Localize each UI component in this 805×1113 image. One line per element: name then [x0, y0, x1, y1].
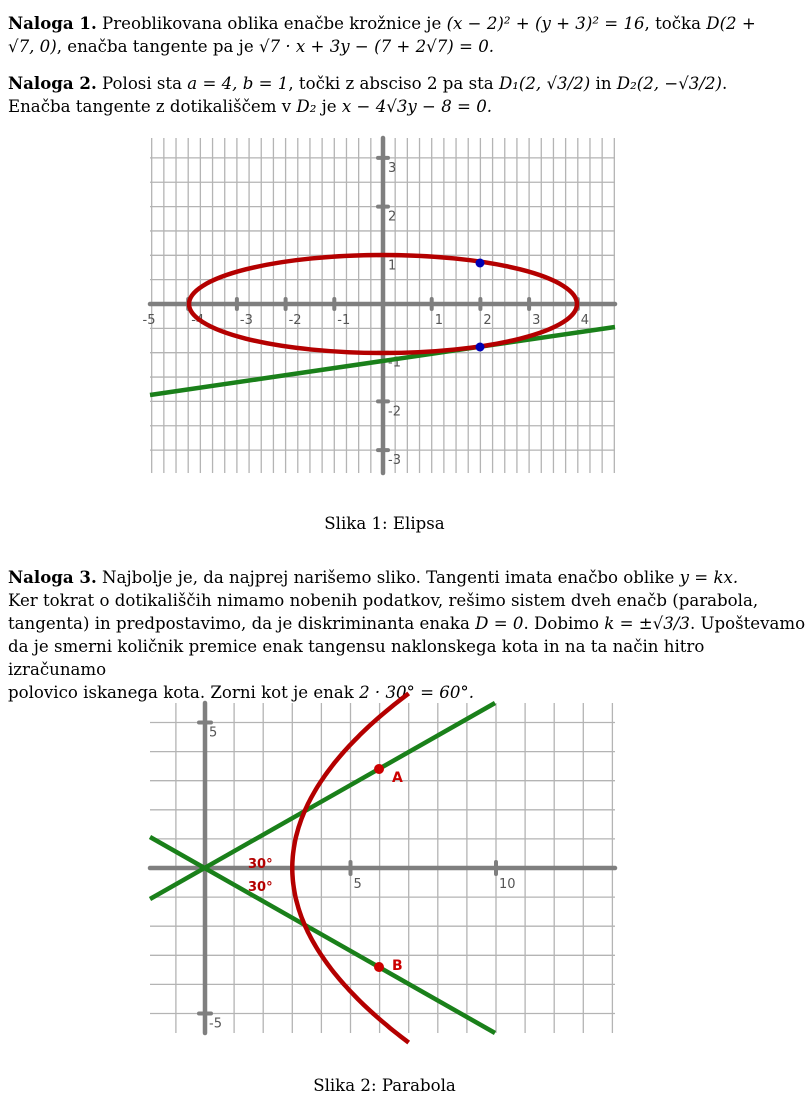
task2-d2: D₂ [296, 97, 317, 116]
task3-title: Naloga 3. [8, 567, 97, 587]
task1-tangent-equation: √7 · x + 3y − (7 + 2√7) = 0. [258, 37, 495, 56]
point-d1 [476, 259, 485, 268]
parabola-figure [150, 703, 615, 1033]
point-a [374, 764, 384, 774]
task3-line-3 [8, 612, 805, 635]
task1-circle-equation: (x − 2)² + (y + 3)² = 16 [446, 14, 645, 33]
y-tick-label: 2 [388, 209, 397, 225]
task3-eq-k: k = ±√3/3 [604, 614, 690, 633]
x-tick-label: 5 [353, 877, 362, 892]
x-tick-label: -3 [239, 313, 253, 328]
task2-text-d: . Enačba tangente z dotikališčem v [8, 74, 728, 116]
x-tick-label: 10 [499, 877, 516, 892]
angle-label-upper: 30° [248, 857, 273, 872]
ellipse-figure [142, 138, 615, 473]
task2-title: Naloga 2. [8, 73, 97, 93]
task3-eq-angle: 2 · 30° = 60°. [359, 683, 474, 702]
angle-label-lower: 30° [248, 880, 273, 895]
task2-point-d2: D₂(2, −√3/2) [616, 74, 722, 93]
y-tick-label: -2 [388, 404, 401, 420]
x-tick-label: -5 [142, 313, 156, 328]
task3-line3c-text: . Upoštevamo [689, 614, 805, 633]
task2-tangent-equation: x − 4√3y − 8 = 0. [341, 97, 493, 116]
x-tick-label: 2 [483, 313, 492, 328]
parabola-tick-labels [209, 726, 516, 1032]
task3-line-1 [8, 566, 760, 589]
task2-paragraph [8, 72, 760, 118]
task1-text-c: , enačba tangente pa je [56, 37, 254, 56]
task2-point-d1: D₁(2, √3/2) [498, 74, 591, 93]
task3-line1-text: Najbolje je, da najprej narišemo sliko. Tangenti imata enačbo oblike [102, 568, 675, 587]
task2-axes: a = 4, b = 1 [187, 74, 289, 93]
y-tick-label: -3 [388, 453, 401, 469]
task1-text-b: , točka [644, 14, 701, 33]
point-b-label: B [392, 958, 403, 974]
task3-line3b-text: . Dobimo [523, 614, 599, 633]
y-tick-label: -1 [388, 355, 401, 371]
task2-text-a: Polosi sta [102, 74, 182, 93]
point-d2 [476, 343, 485, 352]
figure2-caption: Slika 2: Parabola [313, 1076, 456, 1095]
task3-eq-d: D = 0 [475, 614, 524, 633]
task3-line5a-text: polovico iskanega kota. Zorni kot je enak [8, 683, 354, 702]
x-tick-label: -1 [337, 313, 351, 328]
y-tick-label: -5 [209, 1016, 222, 1032]
y-tick-label: 3 [388, 160, 397, 176]
task1-paragraph [8, 12, 760, 58]
task3-line-2: Ker tokrat o dotikališčih nimamo nobenih podatkov, rešimo sistem dveh enačb (parabola, [8, 591, 759, 610]
task3-line3a-text: tangenta) in predpostavimo, da je diskriminanta enaka [8, 614, 470, 633]
task1-text-a: Preoblikovana oblika enačbe krožnice je [102, 14, 442, 33]
task2-text-c: in [595, 74, 612, 93]
x-tick-label: -4 [191, 313, 205, 328]
task2-text-e: je [321, 97, 337, 116]
task3-line-4: da je smerni količnik premice enak tangensu naklonskega kota in na ta način hitro izračunamo [8, 637, 705, 679]
task3-line-5 [8, 681, 760, 704]
y-tick-label: 5 [209, 725, 218, 741]
task2-text-b: , točki z absciso 2 pa sta [288, 74, 494, 93]
parabola-axes [150, 703, 615, 1033]
point-b [374, 962, 384, 972]
task3-paragraph [8, 566, 805, 704]
task1-title: Naloga 1. [8, 13, 97, 33]
task3-eq-form: y = kx. [679, 568, 739, 587]
x-tick-label: -2 [288, 313, 302, 328]
figure1-caption: Slika 1: Elipsa [324, 514, 445, 533]
task1-point-d: D(2 + √7, 0) [8, 14, 756, 56]
ellipse-axes [150, 138, 615, 473]
x-tick-label: 3 [532, 313, 541, 328]
y-tick-label: 1 [388, 258, 397, 274]
point-a-label: A [392, 770, 403, 786]
x-tick-label: 1 [434, 313, 443, 328]
x-tick-label: 4 [580, 313, 590, 328]
